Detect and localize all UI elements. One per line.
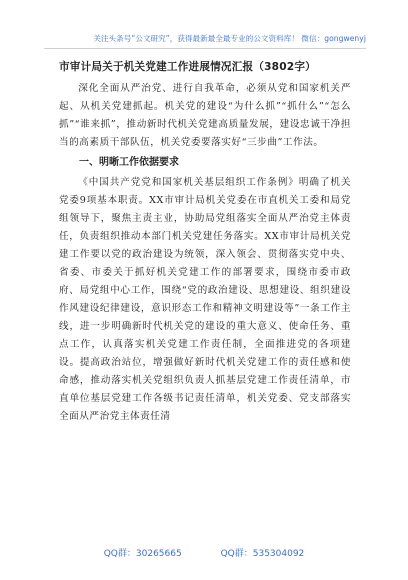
- document-title: 市审计局关于机关党建工作进展情况汇报（3802字）: [59, 61, 316, 73]
- page-header: [0, 26, 408, 50]
- section-paragraph: 《中国共产党党和国家机关基层组织工作条例》明确了机关党委9项基本职责。XX市审计局机关党委在市直机关工委和局党组领导下，聚焦主责主业，协助局党组落实全面从严治党主体责任，负责组织推动本部门机关党建任务落实。XX市审计局机关党建工作要以党的政治建设为统领，深入领会、贯彻落实党中央、省委、市委关于抓好机关党建工作的部署要求，围绕市委市政府、局党组中心工作，围绕“党的政治建设、思想建设、组织建设作风建设纪律建设，意识形态工作和精神文明建设等”一条工作主线，进一步明确新时代机关党的建设的重大意义、使命任务、重点工作，认真落实机关党建工作责任制，全面推进党的各项建设。提高政治站位，增强做好新时代机关党建工作的责任感和使命感，推动落实机关党组织负责人抓基层党建工作责任清单，市直单位基层党建工作各级书记责任清单，机关党委、党支部落实全面从严治党主体责任清: [59, 177, 351, 422]
- footer-qq-group-1: QQ群：30265665: [103, 549, 182, 559]
- document-body: [59, 58, 351, 426]
- section-heading: 一、明晰工作依据要求: [79, 157, 179, 168]
- header-divider: [44, 48, 366, 49]
- intro-paragraph: 深化全面从严治党、进行自我革命，必须从党和国家机关严起、从机关党建抓起。机关党的建设“为什么抓”“抓什么”“怎么抓”“谁来抓”，推动新时代机关党建高质量发展，建设忠诚干净担当的高素质干部队伍，机关党委要落实好“三步曲”工作法。: [59, 83, 351, 148]
- header-notice: 关注头条号“公文研究”，获得最新最全最专业的公文资料库！ 微信：gongwenyj: [93, 34, 366, 43]
- page-footer: [0, 546, 408, 559]
- footer-qq-group-2: QQ群：535304092: [220, 549, 305, 559]
